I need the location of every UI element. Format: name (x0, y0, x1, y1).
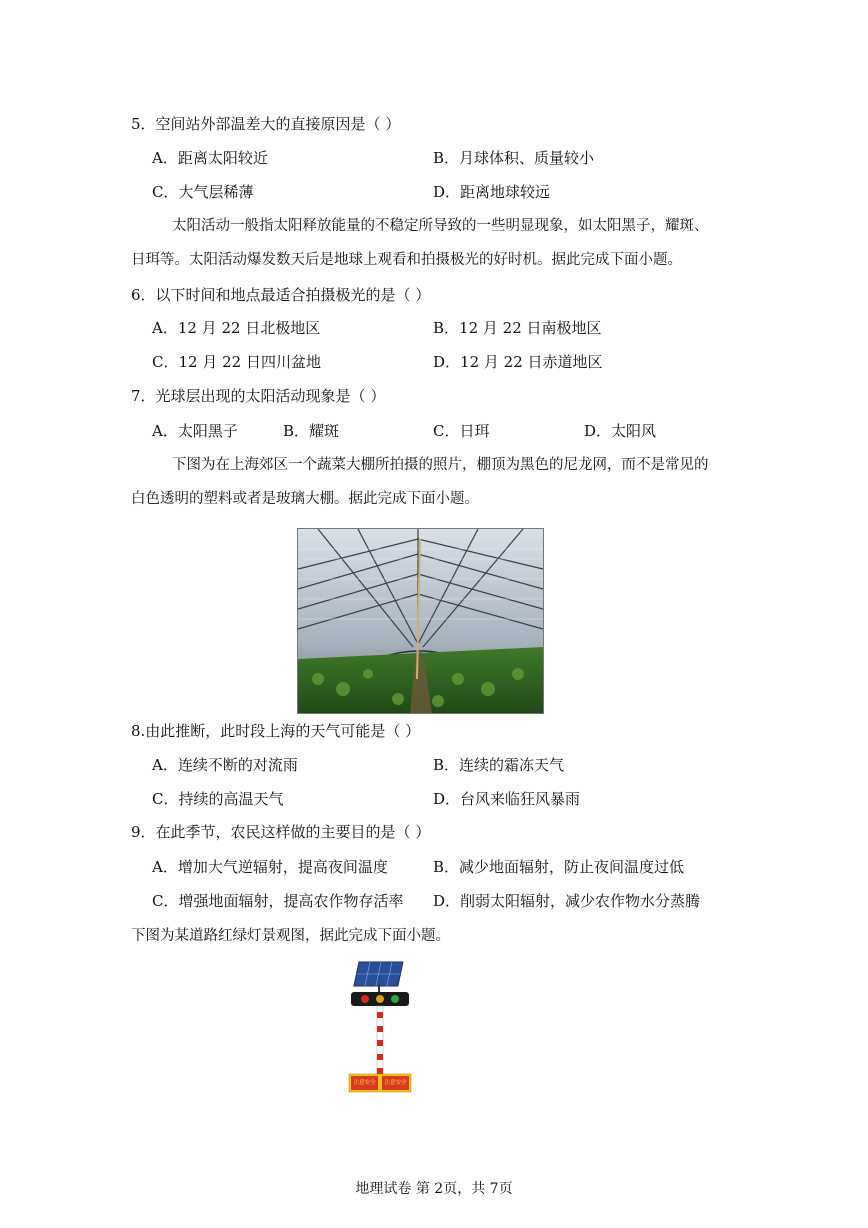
passage-2-line-2: 白色透明的塑料或者是玻璃大棚。据此完成下面小题。 (131, 491, 479, 507)
question-5-option-c: C．大气层稀薄 (152, 183, 254, 201)
question-6-option-b: B．12 月 22 日南极地区 (433, 319, 602, 337)
greenhouse-photo (297, 528, 544, 714)
passage-2-line-1: 下图为在上海郊区一个蔬菜大棚所拍摄的照片，棚顶为黑色的尼龙网，而不是常见的 (172, 457, 709, 473)
question-8-stem: 8.由此推断，此时段上海的天气可能是（ ） (131, 722, 421, 740)
question-8-option-d: D．台风来临狂风暴雨 (433, 790, 581, 808)
question-6-option-c: C．12 月 22 日四川盆地 (152, 353, 321, 371)
question-9-option-a: A．增加大气逆辐射，提高夜间温度 (152, 858, 388, 876)
question-7-stem: 7．光球层出现的太阳活动现象是（ ） (131, 387, 386, 405)
question-9-option-c: C．增强地面辐射，提高农作物存活率 (152, 892, 404, 910)
question-5-option-d: D．距离地球较远 (433, 183, 551, 201)
question-6-option-a: A．12 月 22 日北极地区 (152, 319, 321, 337)
sign-text-right: 注意安全 (384, 1080, 407, 1086)
traffic-light-figure (345, 960, 415, 1095)
question-7-option-c: C．日珥 (433, 422, 490, 440)
question-9-stem: 9．在此季节，农民这样做的主要目的是（ ） (131, 823, 431, 841)
passage-1-line-2: 日珥等。太阳活动爆发数天后是地球上观看和拍摄极光的好时机。据此完成下面小题。 (131, 252, 682, 268)
question-7-option-a: A．太阳黑子 (152, 422, 238, 440)
passage-3-line-1: 下图为某道路红绿灯景观图，据此完成下面小题。 (131, 928, 450, 944)
question-7-option-b: B．耀斑 (283, 422, 340, 440)
question-8-option-a: A．连续不断的对流雨 (152, 756, 298, 774)
question-5-option-b: B．月球体积、质量较小 (433, 149, 595, 167)
question-6-option-d: D．12 月 22 日赤道地区 (433, 353, 603, 371)
question-6-stem: 6．以下时间和地点最适合拍摄极光的是（ ） (131, 286, 431, 304)
passage-1-line-1: 太阳活动一般指太阳释放能量的不稳定所导致的一些明显现象，如太阳黑子，耀斑、 (172, 218, 709, 234)
question-7-option-d: D．太阳风 (584, 422, 657, 440)
question-8-option-c: C．持续的高温天气 (152, 790, 284, 808)
page-footer: 地理试卷 第 2页，共 7页 (355, 1181, 513, 1197)
question-5-option-a: A．距离太阳较近 (152, 149, 268, 167)
question-9-option-d: D．削弱太阳辐射，减少农作物水分蒸腾 (433, 892, 701, 910)
question-5-stem: 5．空间站外部温差大的直接原因是（ ） (131, 115, 401, 133)
question-8-option-b: B．连续的霜冻天气 (433, 756, 565, 774)
sign-text-left: 注意安全 (353, 1080, 376, 1086)
question-9-option-b: B．减少地面辐射，防止夜间温度过低 (433, 858, 685, 876)
